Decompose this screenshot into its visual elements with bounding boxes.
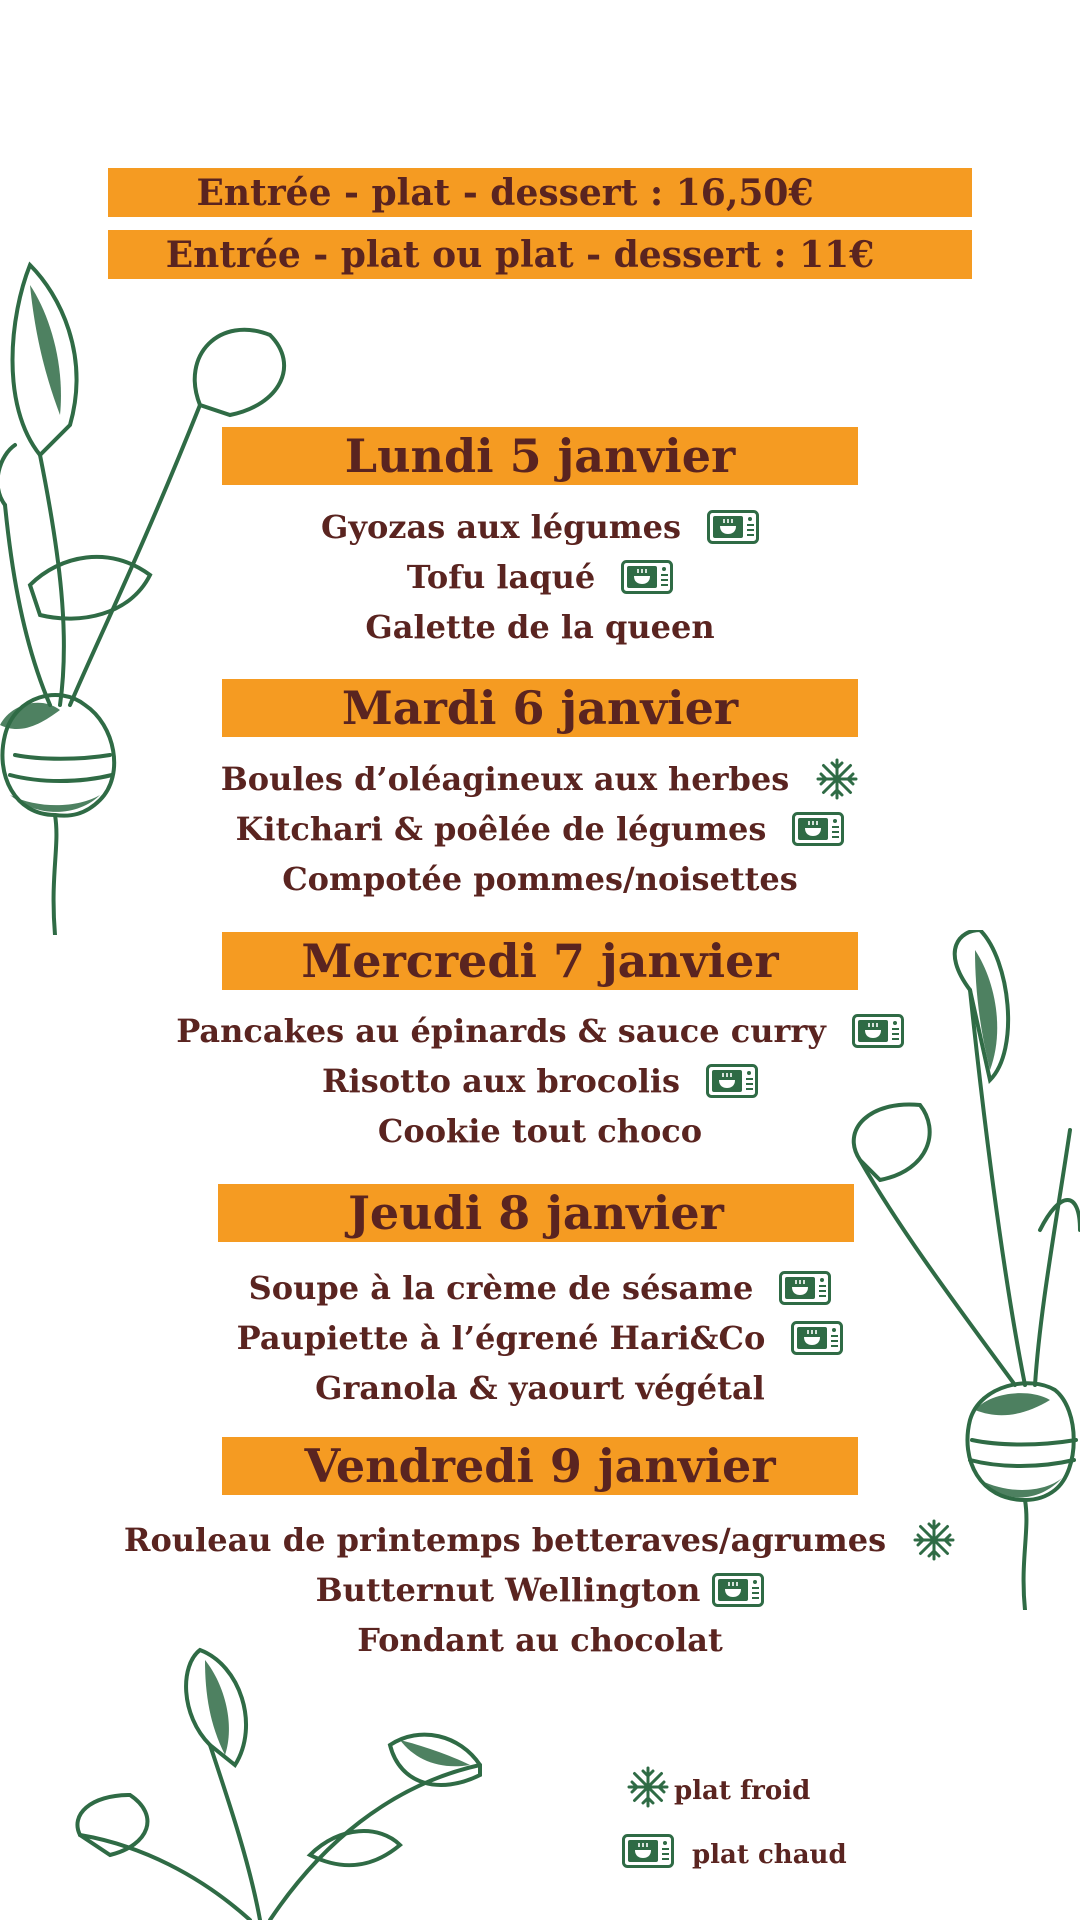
dish-row xyxy=(0,1008,1080,1054)
dish-name: Paupiette à l’égrené Hari&Co xyxy=(236,1319,766,1357)
microwave-icon xyxy=(852,1014,904,1048)
legend-cold xyxy=(626,1765,810,1816)
dish-row xyxy=(0,1365,1080,1411)
dish-name: Boules d’oléagineux aux herbes xyxy=(220,760,790,798)
beet-illustration-bottom xyxy=(60,1645,520,1920)
microwave-icon xyxy=(779,1271,831,1305)
price-label: Entrée - plat ou plat - dessert : 11€ xyxy=(165,233,875,276)
dish-row xyxy=(0,1517,1080,1563)
dish-row xyxy=(0,504,1080,550)
dish-row xyxy=(0,1058,1080,1104)
dish-name: Granola & yaourt végétal xyxy=(315,1369,765,1407)
day-title: Vendredi 9 janvier xyxy=(222,1437,858,1495)
microwave-icon xyxy=(621,560,673,594)
dish-row xyxy=(0,1315,1080,1361)
price-bar-full-menu xyxy=(108,168,972,217)
day-title: Mardi 6 janvier xyxy=(222,679,858,737)
snowflake-icon xyxy=(815,757,859,801)
dish-name: Risotto aux brocolis xyxy=(321,1062,681,1100)
day-title: Mercredi 7 janvier xyxy=(222,932,858,990)
dish-row xyxy=(0,1108,1080,1154)
dish-name: Cookie tout choco xyxy=(377,1112,703,1150)
dish-row xyxy=(0,806,1080,852)
dish-name: Galette de la queen xyxy=(365,608,715,646)
microwave-icon xyxy=(707,510,759,544)
dish-row xyxy=(0,604,1080,650)
microwave-icon xyxy=(706,1064,758,1098)
microwave-icon xyxy=(712,1573,764,1607)
dish-name: Pancakes au épinards & sauce curry xyxy=(176,1012,826,1050)
dish-row xyxy=(0,1265,1080,1311)
snowflake-icon xyxy=(626,1765,670,1816)
dish-name: Compotée pommes/noisettes xyxy=(282,860,798,898)
legend-hot-label: plat chaud xyxy=(692,1839,847,1870)
dish-name: Fondant au chocolat xyxy=(357,1621,723,1659)
microwave-icon xyxy=(792,812,844,846)
dish-row xyxy=(0,1567,1080,1613)
dish-row xyxy=(0,856,1080,902)
microwave-icon xyxy=(791,1321,843,1355)
microwave-icon xyxy=(622,1834,674,1875)
day-title: Jeudi 8 janvier xyxy=(218,1184,854,1242)
dish-name: Gyozas aux légumes xyxy=(321,508,681,546)
legend-cold-label: plat froid xyxy=(674,1775,811,1806)
snowflake-icon xyxy=(912,1518,956,1562)
dish-row xyxy=(0,1617,1080,1663)
dish-name: Rouleau de printemps betteraves/agrumes xyxy=(123,1521,887,1559)
dish-name: Soupe à la crème de sésame xyxy=(248,1269,754,1307)
dish-name: Butternut Wellington xyxy=(315,1571,701,1609)
dish-name: Tofu laqué xyxy=(406,558,596,596)
dish-name: Kitchari & poêlée de légumes xyxy=(235,810,767,848)
price-label: Entrée - plat - dessert : 16,50€ xyxy=(196,171,814,214)
dish-row xyxy=(0,756,1080,802)
day-title: Lundi 5 janvier xyxy=(222,427,858,485)
dish-row xyxy=(0,554,1080,600)
legend-hot xyxy=(622,1834,847,1875)
